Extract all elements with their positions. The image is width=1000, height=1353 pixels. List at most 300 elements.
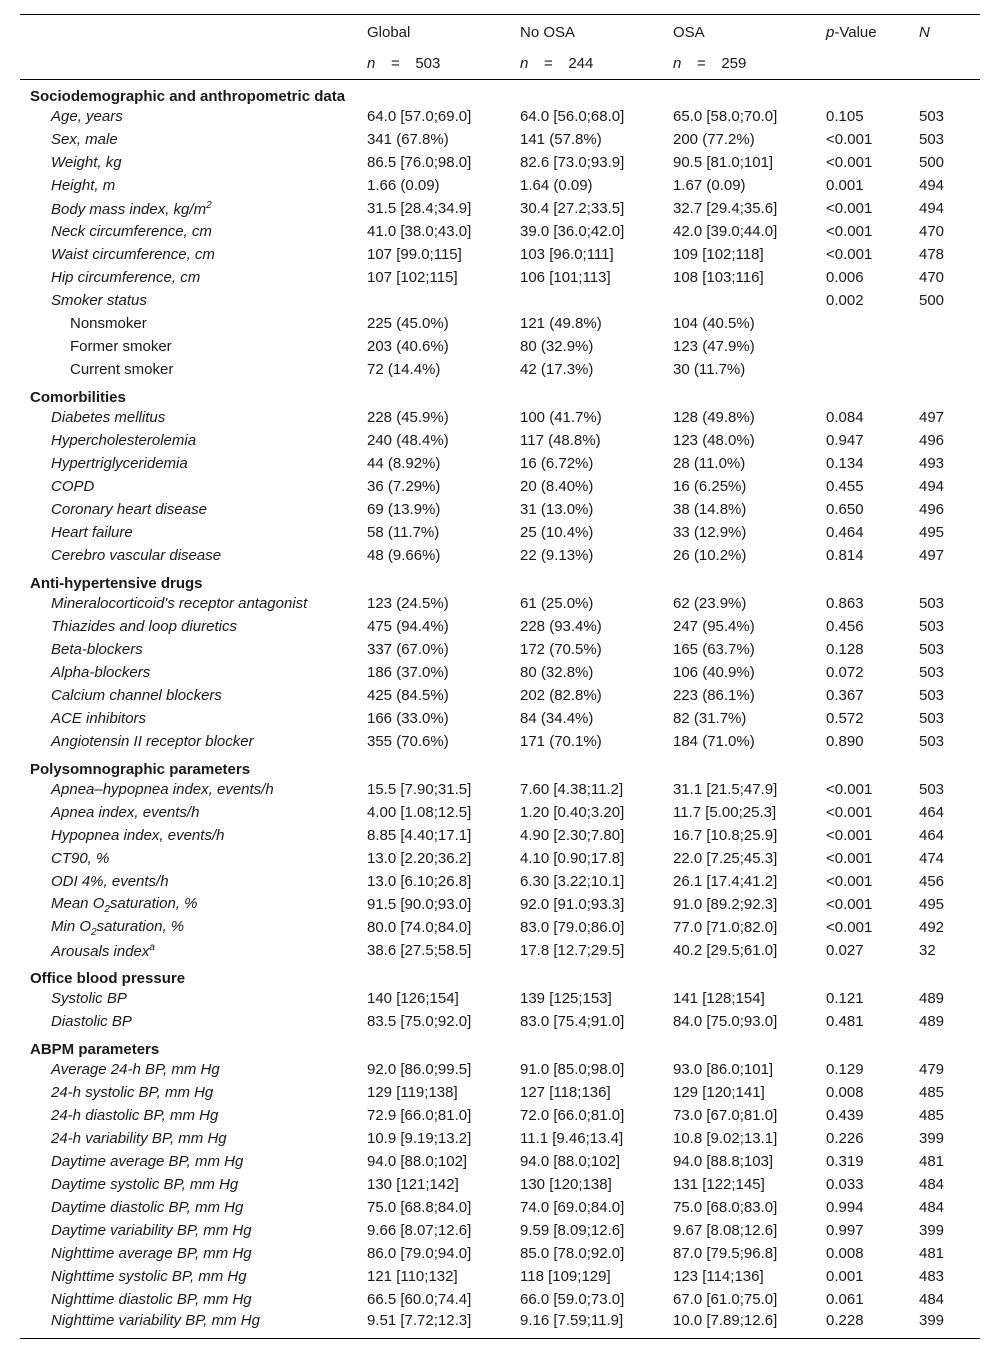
cell-p-value — [826, 335, 919, 358]
cell-no-osa: 66.0 [59.0;73.0] — [520, 1291, 625, 1308]
cell-p-value: 0.001 — [826, 1268, 864, 1285]
cell-global: 58 (11.7%) — [367, 524, 440, 541]
cell-n: 495 — [919, 524, 945, 541]
header-p-value — [826, 15, 919, 49]
row-label: Former smoker — [70, 338, 172, 355]
section-header-drugs — [20, 567, 980, 592]
table-row — [20, 893, 980, 916]
cell-p-value: 0.439 — [826, 1107, 864, 1124]
cell-p-value: 0.994 — [826, 1199, 864, 1216]
section-header-comorb — [20, 381, 980, 406]
header-n-label: N — [919, 24, 930, 41]
count-value: 259 — [721, 55, 747, 72]
header-no-osa: No OSA — [520, 15, 673, 49]
table-row — [20, 1219, 980, 1242]
cell-p-value: <0.001 — [826, 200, 873, 217]
cell-no-osa: 121 (49.8%) — [520, 315, 602, 332]
cell-p-value: <0.001 — [826, 154, 873, 171]
cell-osa: 77.0 [71.0;82.0] — [673, 919, 778, 936]
header-osa: OSA — [673, 15, 826, 49]
header-p-suffix: -Value — [834, 24, 877, 41]
cell-global: 91.5 [90.0;93.0] — [367, 896, 472, 913]
cell-n: 497 — [919, 547, 945, 564]
table-row — [20, 1081, 980, 1104]
table-row — [20, 615, 980, 638]
row-label: Nonsmoker — [70, 315, 147, 332]
cell-osa: 73.0 [67.0;81.0] — [673, 1107, 778, 1124]
table-row — [20, 1265, 980, 1288]
cell-no-osa: 64.0 [56.0;68.0] — [520, 108, 625, 125]
cell-osa: 16.7 [10.8;25.9] — [673, 827, 778, 844]
cell-n: 456 — [919, 873, 945, 890]
cell-global: 38.6 [27.5;58.5] — [367, 942, 472, 959]
header-empty-cell — [826, 48, 919, 80]
count-equals: = — [390, 55, 400, 72]
cell-osa: 9.67 [8.08;12.6] — [673, 1222, 778, 1239]
row-label: Daytime systolic BP, mm Hg — [51, 1176, 239, 1193]
cell-osa: 33 (12.9%) — [673, 524, 747, 541]
cell-global: 203 (40.6%) — [367, 338, 449, 355]
cell-global: 341 (67.8%) — [367, 131, 449, 148]
table-row — [20, 289, 980, 312]
cell-p-value: 0.572 — [826, 710, 864, 727]
cell-global: 86.5 [76.0;98.0] — [367, 154, 472, 171]
row-label: Apnea index, events/h — [51, 804, 200, 821]
cell-osa: 200 (77.2%) — [673, 131, 755, 148]
cell-global: 36 (7.29%) — [367, 478, 441, 495]
header-row-counts — [20, 48, 980, 80]
cell-global: 228 (45.9%) — [367, 409, 449, 426]
cell-n: 503 — [919, 618, 945, 635]
count-equals: = — [696, 55, 706, 72]
cell-p-value: 0.319 — [826, 1153, 864, 1170]
row-label: Cerebro vascular disease — [51, 547, 222, 564]
cell-p-value: 0.105 — [826, 108, 864, 125]
row-label: Hypopnea index, events/h — [51, 827, 225, 844]
table-row — [20, 1196, 980, 1219]
cell-global: 225 (45.0%) — [367, 315, 449, 332]
cell-no-osa: 72.0 [66.0;81.0] — [520, 1107, 625, 1124]
table-row — [20, 197, 980, 220]
row-label: Waist circumference, cm — [51, 246, 215, 263]
cell-no-osa: 118 [109;129] — [520, 1268, 611, 1285]
cell-global: 75.0 [68.8;84.0] — [367, 1199, 472, 1216]
baseline-characteristics-table — [20, 14, 980, 1339]
row-label: Apnea–hypopnea index, events/h — [51, 781, 274, 798]
cell-n: 485 — [919, 1084, 945, 1101]
cell-global: 337 (67.0%) — [367, 641, 449, 658]
row-label-superscript: 2 — [206, 199, 212, 211]
cell-osa: 141 [128;154] — [673, 990, 765, 1007]
cell-n: 503 — [919, 710, 945, 727]
row-label: Height, m — [51, 177, 116, 194]
section-header-psg — [20, 753, 980, 778]
cell-osa: 26 (10.2%) — [673, 547, 747, 564]
cell-p-value: 0.226 — [826, 1130, 864, 1147]
cell-osa: 62 (23.9%) — [673, 595, 747, 612]
table-row — [20, 1010, 980, 1033]
cell-no-osa: 82.6 [73.0;93.9] — [520, 154, 625, 171]
count-symbol: n — [673, 55, 682, 72]
cell-n: 470 — [919, 269, 945, 286]
cell-p-value: 0.228 — [826, 1311, 919, 1339]
cell-p-value: 0.061 — [826, 1291, 864, 1308]
table-row — [20, 1127, 980, 1150]
cell-global: 72 (14.4%) — [367, 361, 441, 378]
cell-n: 496 — [919, 501, 945, 518]
cell-osa: 32.7 [29.4;35.6] — [673, 200, 778, 217]
header-count-osa — [673, 48, 826, 80]
cell-n: 503 — [919, 687, 945, 704]
cell-global: 9.66 [8.07;12.6] — [367, 1222, 472, 1239]
cell-global: 48 (9.66%) — [367, 547, 441, 564]
cell-osa: 91.0 [89.2;92.3] — [673, 896, 778, 913]
cell-no-osa: 91.0 [85.0;98.0] — [520, 1061, 625, 1078]
cell-osa: 16 (6.25%) — [673, 478, 747, 495]
cell-osa: 165 (63.7%) — [673, 641, 755, 658]
cell-osa: 94.0 [88.8;103] — [673, 1153, 774, 1170]
cell-no-osa: 25 (10.4%) — [520, 524, 594, 541]
cell-no-osa: 39.0 [36.0;42.0] — [520, 223, 625, 240]
cell-n: 483 — [919, 1268, 945, 1285]
cell-osa: 28 (11.0%) — [673, 455, 746, 472]
cell-p-value: <0.001 — [826, 919, 873, 936]
cell-p-value — [826, 312, 919, 335]
cell-p-value: 0.129 — [826, 1061, 864, 1078]
cell-p-value: 0.947 — [826, 432, 864, 449]
cell-p-value: 0.001 — [826, 177, 864, 194]
cell-n: 474 — [919, 850, 945, 867]
cell-p-value: 0.008 — [826, 1084, 864, 1101]
cell-global: 8.85 [4.40;17.1] — [367, 827, 472, 844]
cell-no-osa: 202 (82.8%) — [520, 687, 602, 704]
cell-osa: 109 [102;118] — [673, 246, 764, 263]
cell-global: 41.0 [38.0;43.0] — [367, 223, 472, 240]
cell-global: 66.5 [60.0;74.4] — [367, 1291, 472, 1308]
row-label: ACE inhibitors — [51, 710, 147, 727]
cell-osa: 223 (86.1%) — [673, 687, 755, 704]
cell-p-value: 0.650 — [826, 501, 864, 518]
table-row — [20, 939, 980, 962]
cell-no-osa: 83.0 [79.0;86.0] — [520, 919, 625, 936]
row-label: 24-h variability BP, mm Hg — [51, 1130, 227, 1147]
cell-p-value: 0.890 — [826, 733, 864, 750]
header-global: Global — [367, 15, 520, 49]
cell-n: 481 — [919, 1153, 945, 1170]
table-row — [20, 638, 980, 661]
cell-osa: 106 (40.9%) — [673, 664, 755, 681]
cell-no-osa: 1.20 [0.40;3.20] — [520, 804, 625, 821]
cell-n — [919, 335, 980, 358]
cell-n: 484 — [919, 1291, 945, 1308]
cell-osa: 67.0 [61.0;75.0] — [673, 1291, 778, 1308]
cell-no-osa: 84 (34.4%) — [520, 710, 594, 727]
row-label: Nighttime average BP, mm Hg — [51, 1245, 252, 1262]
table-row — [20, 661, 980, 684]
row-label: Thiazides and loop diuretics — [51, 618, 237, 635]
count-value: 503 — [415, 55, 441, 72]
table-row — [20, 498, 980, 521]
row-label: Nighttime diastolic BP, mm Hg — [51, 1291, 252, 1308]
row-label: Hypertriglyceridemia — [51, 455, 188, 472]
cell-p-value: 0.084 — [826, 409, 864, 426]
cell-n — [919, 312, 980, 335]
cell-n: 32 — [919, 942, 936, 959]
header-empty-cell — [20, 48, 367, 80]
row-label: Hip circumference, cm — [51, 269, 201, 286]
cell-p-value: 0.464 — [826, 524, 864, 541]
cell-n: 399 — [919, 1222, 945, 1239]
table-row — [20, 452, 980, 475]
section-header-abpm — [20, 1033, 980, 1058]
table-row — [20, 730, 980, 753]
cell-no-osa: 103 [96.0;111] — [520, 246, 614, 263]
cell-n: 399 — [919, 1311, 980, 1339]
cell-no-osa: 127 [118;136] — [520, 1084, 611, 1101]
cell-global: 4.00 [1.08;12.5] — [367, 804, 472, 821]
header-n — [919, 15, 980, 49]
table-row — [20, 128, 980, 151]
cell-no-osa: 92.0 [91.0;93.3] — [520, 896, 625, 913]
cell-no-osa: 61 (25.0%) — [520, 595, 594, 612]
cell-osa: 65.0 [58.0;70.0] — [673, 108, 778, 125]
table-row — [20, 707, 980, 730]
row-label: Beta-blockers — [51, 641, 143, 658]
section-title: Sociodemographic and anthropometric data — [30, 88, 346, 105]
cell-p-value: 0.072 — [826, 664, 864, 681]
cell-global: 107 [99.0;115] — [367, 246, 462, 263]
cell-osa: 22.0 [7.25;45.3] — [673, 850, 778, 867]
row-label: Mineralocorticoid's receptor antagonist — [51, 595, 308, 612]
cell-n: 464 — [919, 804, 945, 821]
table-row — [20, 847, 980, 870]
cell-osa: 84.0 [75.0;93.0] — [673, 1013, 778, 1030]
row-label — [20, 939, 367, 962]
cell-n: 500 — [919, 154, 945, 171]
cell-osa: 30 (11.7%) — [673, 361, 746, 378]
cell-osa: 10.8 [9.02;13.1] — [673, 1130, 778, 1147]
table-row — [20, 312, 980, 335]
cell-p-value: 0.997 — [826, 1222, 864, 1239]
cell-p-value: <0.001 — [826, 873, 873, 890]
cell-no-osa: 31 (13.0%) — [520, 501, 594, 518]
table-row — [20, 544, 980, 567]
cell-n: 464 — [919, 827, 945, 844]
table-row — [20, 684, 980, 707]
cell-global: 140 [126;154] — [367, 990, 459, 1007]
table-row — [20, 824, 980, 847]
cell-no-osa — [520, 289, 673, 312]
table-row — [20, 916, 980, 939]
cell-global: 64.0 [57.0;69.0] — [367, 108, 472, 125]
row-label: Age, years — [51, 108, 123, 125]
cell-p-value: <0.001 — [826, 131, 873, 148]
table-row — [20, 987, 980, 1010]
cell-n: 503 — [919, 641, 945, 658]
cell-n: 503 — [919, 131, 945, 148]
cell-n: 496 — [919, 432, 945, 449]
cell-n: 489 — [919, 1013, 945, 1030]
cell-no-osa: 16 (6.72%) — [520, 455, 594, 472]
cell-no-osa: 42 (17.3%) — [520, 361, 594, 378]
cell-osa: 184 (71.0%) — [673, 733, 755, 750]
cell-osa — [673, 289, 826, 312]
row-label — [20, 893, 367, 916]
cell-n: 470 — [919, 223, 945, 240]
cell-n: 485 — [919, 1107, 945, 1124]
cell-global — [367, 289, 520, 312]
table-row — [20, 475, 980, 498]
cell-osa: 104 (40.5%) — [673, 315, 755, 332]
cell-p-value: <0.001 — [826, 246, 873, 263]
cell-global: 10.9 [9.19;13.2] — [367, 1130, 472, 1147]
cell-n: 489 — [919, 990, 945, 1007]
cell-p-value: 0.863 — [826, 595, 864, 612]
row-label: Hypercholesterolemia — [51, 432, 197, 449]
cell-p-value: 0.002 — [826, 292, 864, 309]
table-row — [20, 174, 980, 197]
cell-global: 9.51 [7.72;12.3] — [367, 1311, 520, 1339]
row-label: 24-h systolic BP, mm Hg — [51, 1084, 214, 1101]
cell-global: 83.5 [75.0;92.0] — [367, 1013, 472, 1030]
row-label: Heart failure — [51, 524, 133, 541]
table-row — [20, 1058, 980, 1081]
cell-n: 484 — [919, 1176, 945, 1193]
cell-p-value: <0.001 — [826, 804, 873, 821]
cell-global: 130 [121;142] — [367, 1176, 459, 1193]
cell-global: 13.0 [6.10;26.8] — [367, 873, 472, 890]
row-label: Neck circumference, cm — [51, 223, 212, 240]
table-row — [20, 335, 980, 358]
cell-osa: 90.5 [81.0;101] — [673, 154, 774, 171]
cell-no-osa: 85.0 [78.0;92.0] — [520, 1245, 625, 1262]
cell-p-value: <0.001 — [826, 896, 873, 913]
row-label-subscript: 2 — [104, 903, 110, 915]
cell-p-value: 0.481 — [826, 1013, 864, 1030]
cell-p-value: 0.006 — [826, 269, 864, 286]
row-label: Diabetes mellitus — [51, 409, 166, 426]
header-count-global — [367, 48, 520, 80]
cell-n: 399 — [919, 1130, 945, 1147]
table-row — [20, 592, 980, 615]
cell-n: 493 — [919, 455, 945, 472]
cell-no-osa: 141 (57.8%) — [520, 131, 602, 148]
cell-no-osa: 130 [120;138] — [520, 1176, 612, 1193]
section-title: ABPM parameters — [30, 1041, 160, 1058]
cell-global: 1.66 (0.09) — [367, 177, 440, 194]
cell-no-osa: 74.0 [69.0;84.0] — [520, 1199, 625, 1216]
cell-global: 107 [102;115] — [367, 269, 458, 286]
cell-osa: 123 (47.9%) — [673, 338, 755, 355]
cell-no-osa: 172 (70.5%) — [520, 641, 602, 658]
cell-no-osa: 80 (32.8%) — [520, 664, 594, 681]
baseline-characteristics-table-container — [20, 14, 980, 1339]
row-label-text: saturation, % — [96, 917, 185, 935]
cell-no-osa: 94.0 [88.0;102] — [520, 1153, 621, 1170]
cell-osa: 123 [114;136] — [673, 1268, 764, 1285]
cell-no-osa: 4.90 [2.30;7.80] — [520, 827, 625, 844]
section-title: Comorbilities — [30, 389, 126, 406]
row-label: Coronary heart disease — [51, 501, 207, 518]
cell-p-value: 0.456 — [826, 618, 864, 635]
header-empty-cell — [20, 15, 367, 49]
count-symbol: n — [520, 55, 529, 72]
row-label-text: saturation, % — [109, 894, 198, 912]
section-title: Polysomnographic parameters — [30, 761, 251, 778]
cell-p-value: 0.128 — [826, 641, 864, 658]
cell-p-value: <0.001 — [826, 781, 873, 798]
cell-n: 503 — [919, 595, 945, 612]
header-p-letter: p — [826, 24, 835, 41]
row-label — [20, 916, 367, 939]
row-label: Daytime average BP, mm Hg — [51, 1153, 244, 1170]
cell-n: 481 — [919, 1245, 945, 1262]
cell-global: 94.0 [88.0;102] — [367, 1153, 468, 1170]
table-row — [20, 1311, 980, 1339]
cell-osa: 129 [120;141] — [673, 1084, 765, 1101]
cell-osa: 42.0 [39.0;44.0] — [673, 223, 778, 240]
row-label: 24-h diastolic BP, mm Hg — [51, 1107, 219, 1124]
cell-no-osa: 139 [125;153] — [520, 990, 612, 1007]
cell-osa: 82 (31.7%) — [673, 710, 747, 727]
row-label-superscript: a — [149, 941, 155, 953]
cell-no-osa: 9.59 [8.09;12.6] — [520, 1222, 625, 1239]
section-title: Anti-hypertensive drugs — [30, 575, 203, 592]
cell-osa: 108 [103;116] — [673, 269, 764, 286]
table-row — [20, 429, 980, 452]
cell-global: 123 (24.5%) — [367, 595, 449, 612]
row-label: Calcium channel blockers — [51, 687, 222, 704]
cell-p-value: <0.001 — [826, 827, 873, 844]
table-row — [20, 406, 980, 429]
table-row — [20, 801, 980, 824]
cell-no-osa: 171 (70.1%) — [520, 733, 602, 750]
row-label — [20, 197, 367, 220]
row-label: Systolic BP — [51, 990, 127, 1007]
cell-global: 72.9 [66.0;81.0] — [367, 1107, 472, 1124]
count-symbol: n — [367, 55, 376, 72]
table-row — [20, 220, 980, 243]
cell-no-osa: 80 (32.9%) — [520, 338, 594, 355]
cell-no-osa: 17.8 [12.7;29.5] — [520, 942, 625, 959]
table-row — [20, 1173, 980, 1196]
cell-osa: 31.1 [21.5;47.9] — [673, 781, 778, 798]
cell-n — [919, 358, 980, 381]
cell-global: 166 (33.0%) — [367, 710, 449, 727]
cell-n: 478 — [919, 246, 945, 263]
cell-no-osa: 4.10 [0.90;17.8] — [520, 850, 625, 867]
cell-no-osa: 106 [101;113] — [520, 269, 611, 286]
table-row — [20, 358, 980, 381]
cell-global: 44 (8.92%) — [367, 455, 441, 472]
row-label: Nighttime variability BP, mm Hg — [20, 1311, 367, 1339]
cell-no-osa: 9.16 [7.59;11.9] — [520, 1311, 673, 1339]
cell-osa: 40.2 [29.5;61.0] — [673, 942, 778, 959]
row-label: CT90, % — [51, 850, 110, 867]
table-row — [20, 1242, 980, 1265]
cell-global: 425 (84.5%) — [367, 687, 449, 704]
cell-global: 15.5 [7.90;31.5] — [367, 781, 472, 798]
cell-no-osa: 6.30 [3.22;10.1] — [520, 873, 625, 890]
row-label: Weight, kg — [51, 154, 122, 171]
cell-global: 475 (94.4%) — [367, 618, 449, 635]
cell-n: 503 — [919, 108, 945, 125]
count-equals: = — [543, 55, 553, 72]
cell-n: 479 — [919, 1061, 945, 1078]
row-label-subscript: 2 — [91, 926, 97, 938]
cell-osa: 131 [122;145] — [673, 1176, 765, 1193]
row-label-text: Min O — [51, 917, 92, 935]
